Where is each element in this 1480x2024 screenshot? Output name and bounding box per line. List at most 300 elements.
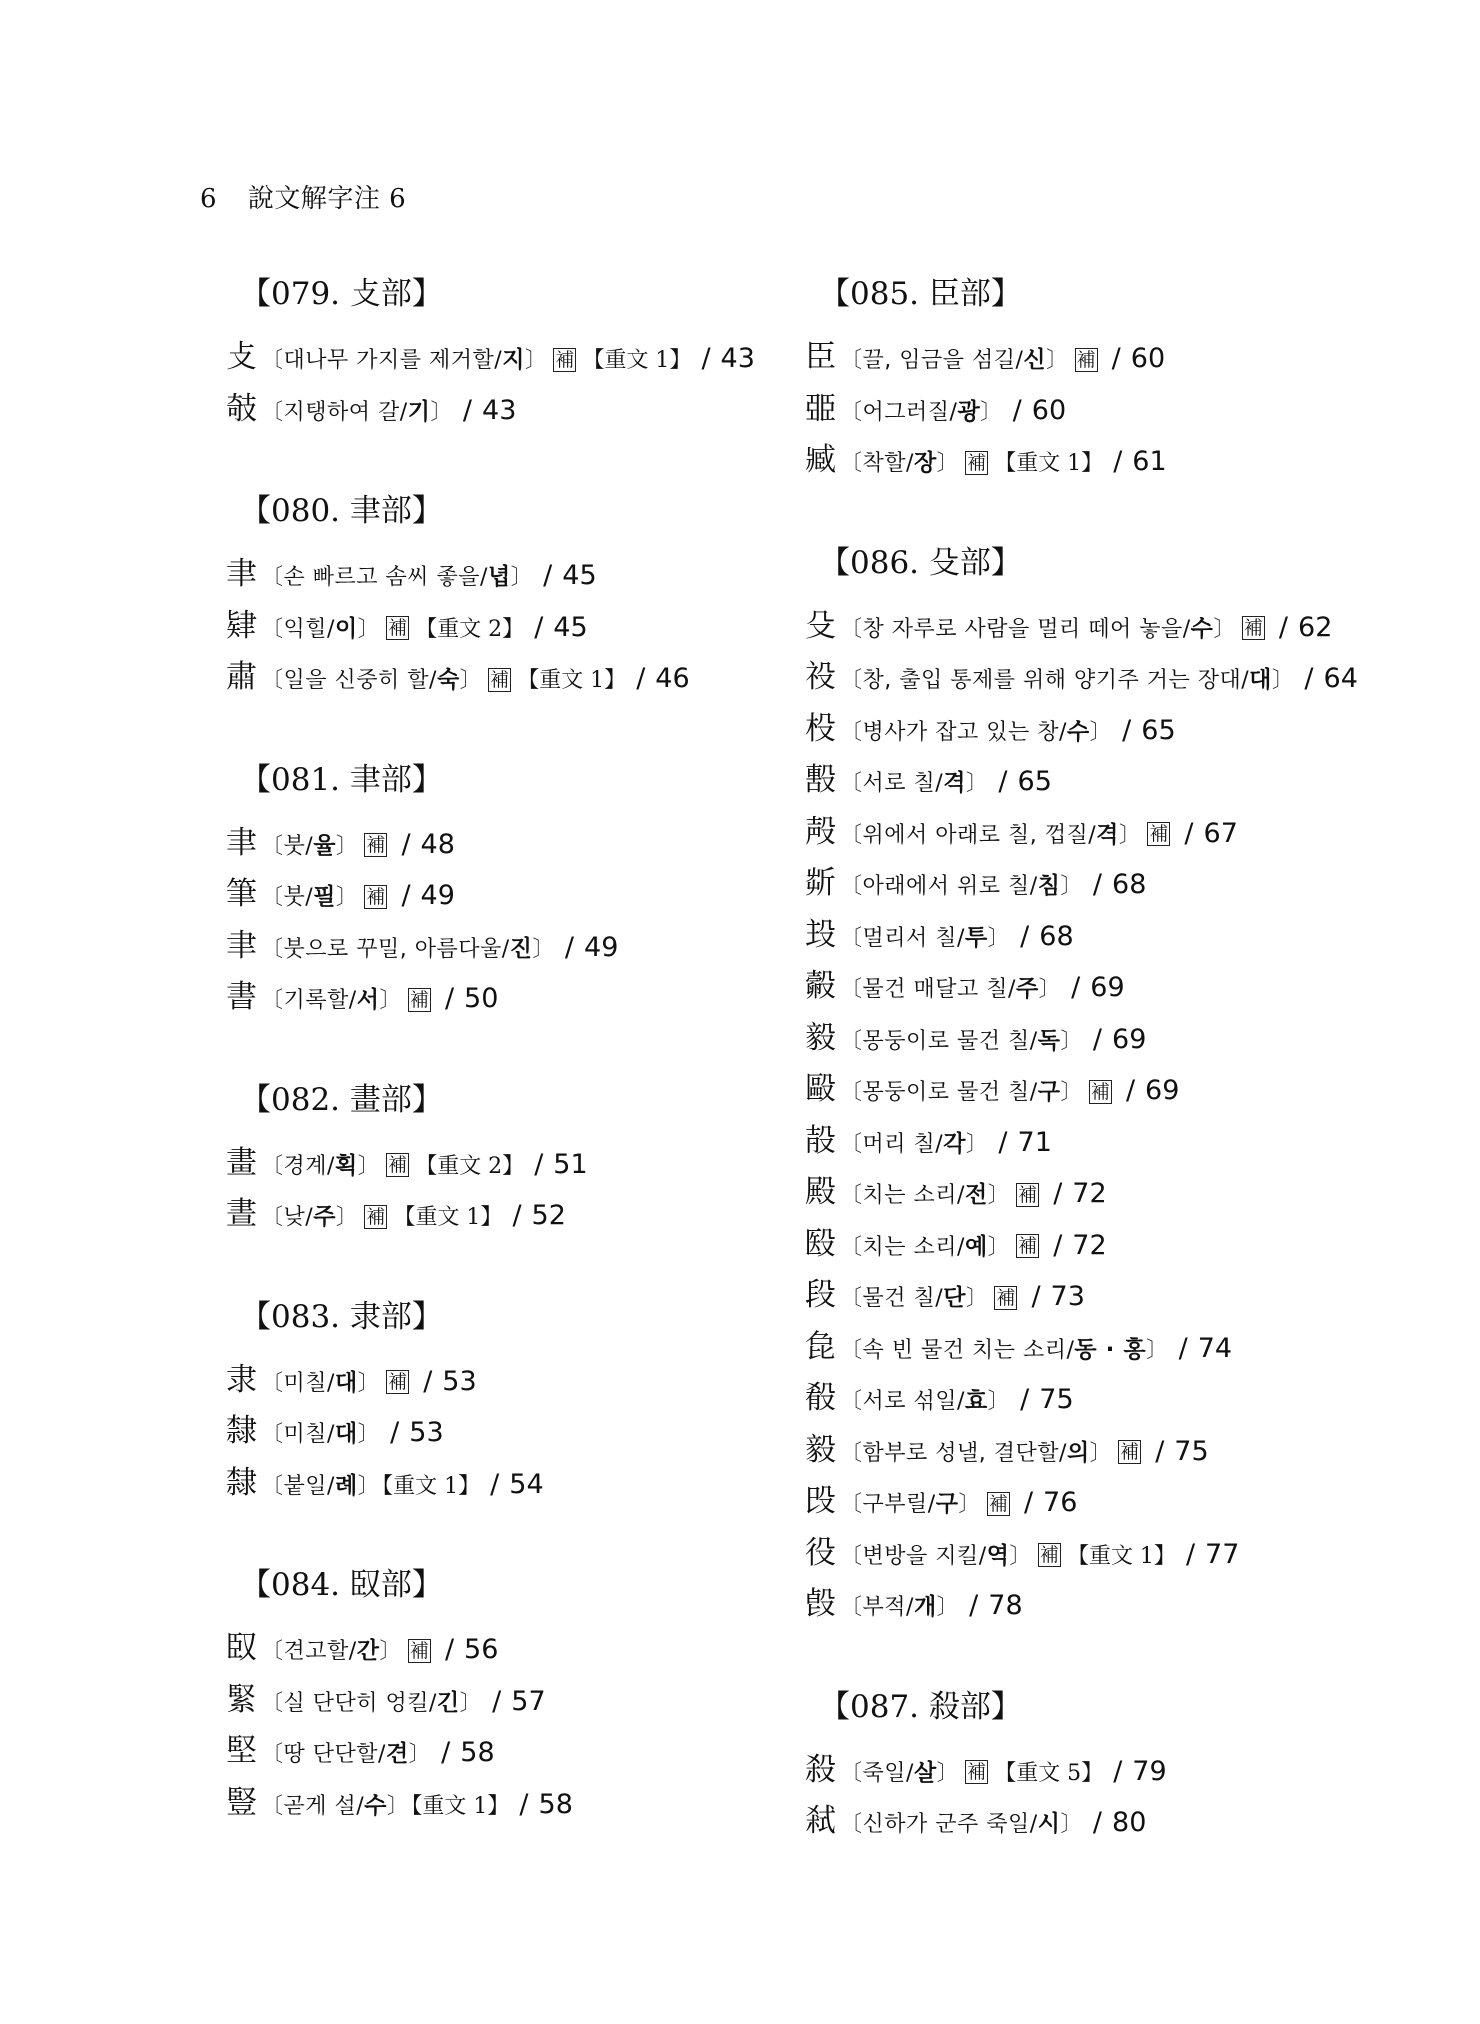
gloss-reading: 긴 — [436, 1689, 460, 1716]
page-reference: / 43 — [462, 394, 517, 426]
entry-character: 㪿 — [805, 865, 836, 901]
character-entry — [805, 961, 1405, 1013]
page-reference: / 76 — [1023, 1487, 1078, 1518]
book-title: 說文解字注 6 — [247, 184, 407, 214]
variant-count: 【重文 1】 — [1066, 1543, 1176, 1569]
gloss-reading: 녑 — [487, 564, 511, 590]
page-reference: / 51 — [534, 1148, 588, 1180]
entry-gloss: 〔치는 소리/예〕 — [840, 1233, 1011, 1260]
entry-character: 攲 — [226, 390, 257, 427]
entry-gloss: 〔몽둥이로 물건 칠/독〕 — [840, 1027, 1083, 1054]
close-lenticular-bracket: 】 — [411, 1567, 443, 1603]
entry-gloss: 〔붓/율〕 — [261, 832, 359, 859]
character-entry — [805, 1013, 1405, 1065]
entry-gloss: 〔치는 소리/전〕 — [840, 1182, 1011, 1208]
close-lenticular-bracket: 】 — [411, 761, 443, 798]
page-reference: / 64 — [1304, 663, 1358, 694]
character-entry — [226, 601, 826, 653]
variant-count: 【重文 5】 — [994, 1760, 1104, 1786]
supplement-mark: 補 — [967, 451, 987, 474]
radical-section — [805, 1683, 1405, 1848]
section-title-text: 083. 隶部 — [271, 1298, 412, 1335]
page-reference-number: 69 — [1145, 1075, 1180, 1106]
gloss-meaning: 변방을 지킬/ — [862, 1543, 987, 1569]
character-entry — [226, 384, 826, 436]
page-reference: / 58 — [519, 1788, 573, 1820]
gloss-meaning: 병사가 잡고 있는 창/ — [862, 719, 1067, 745]
character-entry — [226, 1189, 826, 1241]
page-reference-number: 58 — [460, 1737, 495, 1768]
gloss-reading: 주 — [1015, 976, 1039, 1002]
character-entry — [226, 1458, 826, 1510]
gloss-meaning: 위에서 아래로 칠, 껍질/ — [862, 822, 1097, 848]
page-reference: / 69 — [1125, 1075, 1180, 1106]
page-reference: / 56 — [444, 1634, 499, 1665]
entry-character: 晝 — [226, 1196, 257, 1232]
open-lenticular-bracket: 【 — [240, 1298, 271, 1335]
page-reference: / 75 — [1020, 1384, 1074, 1415]
entry-character: 杸 — [805, 710, 836, 747]
right-column — [805, 270, 1405, 1900]
entry-gloss: 〔대나무 가지를 제거할/지〕 — [261, 347, 548, 373]
page-reference: / 54 — [490, 1468, 544, 1500]
gloss-meaning: 몽둥이로 물건 칠/ — [862, 1080, 1038, 1105]
page-reference-number: 64 — [1323, 663, 1358, 694]
page-reference: / 74 — [1178, 1332, 1233, 1364]
section-title — [240, 1076, 826, 1124]
entry-gloss: 〔견고할/간〕 — [261, 1638, 402, 1664]
variant-count: 【重文 1】 — [517, 668, 627, 693]
page-reference: / 65 — [998, 766, 1052, 797]
section-title-text: 082. 畫部 — [271, 1081, 412, 1118]
character-entry — [805, 1579, 1405, 1631]
page-reference: / 62 — [1278, 611, 1333, 643]
character-entry — [226, 549, 826, 601]
gloss-reading: 진 — [509, 935, 533, 962]
entry-gloss: 〔착할/장〕 — [840, 450, 960, 476]
close-lenticular-bracket: 】 — [411, 276, 443, 312]
character-entry — [805, 807, 1405, 859]
page-reference: / 69 — [1071, 972, 1125, 1003]
entry-character: 弒 — [805, 1803, 836, 1839]
open-lenticular-bracket: 【 — [819, 544, 850, 581]
page-reference-number: 53 — [409, 1417, 444, 1448]
supplement-mark: 補 — [1018, 1235, 1038, 1257]
radical-section — [226, 756, 826, 1024]
page-reference: / 50 — [444, 983, 499, 1014]
gloss-reading: 격 — [1096, 821, 1119, 848]
section-title-text: 085. 臣部 — [850, 276, 991, 312]
section-title-text: 087. 殺部 — [850, 1688, 991, 1725]
gloss-reading: 수 — [1066, 718, 1090, 745]
entry-gloss: 〔끌, 임금을 섬길/신〕 — [840, 347, 1069, 373]
page-reference-number: 52 — [531, 1200, 566, 1231]
page-reference-number: 49 — [584, 931, 619, 963]
gloss-meaning: 붓으로 꾸밀, 아름다울/ — [283, 936, 510, 962]
gloss-reading: 효 — [964, 1388, 988, 1414]
page-reference-number: 67 — [1203, 817, 1238, 849]
gloss-reading: 단 — [943, 1285, 966, 1311]
page-reference: / 72 — [1053, 1229, 1107, 1261]
gloss-reading: 간 — [356, 1638, 380, 1664]
page-reference: / 77 — [1185, 1538, 1240, 1570]
section-title — [819, 539, 1405, 587]
page-reference-number: 79 — [1132, 1755, 1167, 1787]
gloss-meaning: 일을 신중히 할/ — [283, 668, 437, 693]
gloss-reading: 구 — [1037, 1079, 1061, 1105]
entry-gloss: 〔창, 출입 통제를 위해 양기주 거는 장대/대〕 — [840, 667, 1295, 693]
radical-section — [226, 1293, 826, 1510]
close-lenticular-bracket: 】 — [411, 1298, 443, 1335]
gloss-reading: 광 — [957, 398, 981, 425]
section-title — [819, 1683, 1405, 1731]
entry-gloss: 〔땅 단단할/견〕 — [261, 1741, 432, 1767]
gloss-reading: 획 — [334, 1152, 358, 1179]
entry-character: 隸 — [226, 1413, 257, 1449]
page-reference-number: 51 — [553, 1148, 588, 1180]
page-reference: / 72 — [1053, 1178, 1107, 1209]
gloss-reading: 례 — [334, 1472, 358, 1499]
character-entry — [805, 1796, 1405, 1848]
open-lenticular-bracket: 【 — [240, 493, 271, 529]
entry-gloss: 〔병사가 잡고 있는 창/수〕 — [840, 718, 1113, 745]
page-reference-number: 43 — [482, 394, 517, 426]
gloss-meaning: 붓/ — [283, 833, 314, 859]
entry-character: 殶 — [805, 916, 836, 953]
entry-gloss: 〔위에서 아래로 칠, 껍질/격〕 — [840, 821, 1142, 848]
entry-gloss: 〔붓/필〕 — [261, 884, 359, 910]
gloss-meaning: 서로 칠/ — [862, 771, 944, 796]
gloss-meaning: 낮/ — [283, 1205, 314, 1230]
open-lenticular-bracket: 【 — [240, 761, 271, 798]
page-reference: / 45 — [543, 560, 597, 591]
section-title — [240, 1293, 826, 1341]
entry-character: 毆 — [805, 1071, 836, 1107]
variant-count: 【重文 1】 — [411, 1793, 510, 1819]
gloss-meaning: 어그러질/ — [862, 399, 958, 425]
entry-character: 肅 — [226, 659, 257, 695]
entry-character: 殹 — [805, 1225, 836, 1262]
page-reference: / 45 — [534, 611, 588, 643]
page-reference: / 52 — [512, 1200, 566, 1231]
gloss-meaning: 미칠/ — [283, 1370, 335, 1396]
entry-gloss: 〔속 빈 물건 치는 소리/동 · 홍〕 — [840, 1336, 1169, 1363]
supplement-mark: 補 — [388, 1154, 408, 1176]
entry-character: 臤 — [226, 1630, 257, 1666]
entry-gloss: 〔아래에서 위로 칠/침〕 — [840, 873, 1083, 899]
page-reference: / 58 — [441, 1737, 495, 1768]
left-column — [226, 270, 826, 1881]
gloss-meaning: 붙일/ — [283, 1473, 335, 1499]
page-reference-number: 73 — [1050, 1281, 1085, 1312]
entry-gloss: 〔미칠/대〕 — [261, 1369, 381, 1396]
page-reference-number: 68 — [1039, 920, 1074, 952]
gloss-reading: 시 — [1037, 1811, 1061, 1837]
character-entry — [226, 1406, 826, 1458]
entry-character: 聿 — [226, 824, 257, 861]
entry-character: 隶 — [226, 1361, 257, 1398]
supplement-mark: 補 — [366, 1205, 386, 1228]
entry-gloss: 〔미칠/대〕 — [261, 1421, 381, 1447]
gloss-meaning: 머리 칠/ — [862, 1131, 944, 1157]
page-reference-number: 72 — [1072, 1229, 1107, 1261]
gloss-reading: 전 — [964, 1182, 988, 1208]
supplement-mark: 補 — [1120, 1441, 1140, 1463]
entry-character: 㱿 — [805, 1122, 836, 1159]
open-lenticular-bracket: 【 — [819, 1688, 850, 1725]
character-entry — [805, 1745, 1405, 1797]
gloss-reading: 각 — [943, 1130, 966, 1157]
entry-character: 畫 — [226, 1144, 257, 1181]
character-entry — [805, 1528, 1405, 1580]
page-reference: / 46 — [636, 663, 690, 694]
variant-count: 【重文 2】 — [415, 616, 525, 642]
entry-gloss: 〔붙일/례〕 — [261, 1472, 381, 1499]
entry-gloss: 〔일을 신중히 할/숙〕 — [261, 667, 483, 693]
character-entry — [805, 384, 1405, 436]
gloss-reading: 개 — [913, 1594, 937, 1620]
radical-section — [226, 487, 826, 704]
entry-character: 豎 — [226, 1784, 257, 1821]
gloss-reading: 율 — [313, 832, 336, 859]
page-reference: / 68 — [1092, 869, 1147, 900]
page-reference-number: 68 — [1112, 869, 1147, 900]
gloss-reading: 견 — [385, 1741, 409, 1767]
gloss-meaning: 실 단단히 엉킬/ — [283, 1690, 437, 1716]
page-reference-number: 54 — [509, 1468, 544, 1500]
page-reference-number: 65 — [1141, 714, 1176, 746]
gloss-meaning: 속 빈 물건 치는 소리/ — [862, 1337, 1075, 1363]
entry-character: 祋 — [805, 659, 836, 695]
gloss-meaning: 아래에서 위로 칠/ — [862, 874, 1038, 899]
character-entry — [805, 1116, 1405, 1168]
section-title — [819, 270, 1405, 318]
entry-gloss: 〔어그러질/광〕 — [840, 398, 1003, 425]
supplement-mark: 補 — [1018, 1183, 1038, 1206]
page-reference: / 60 — [1111, 343, 1166, 374]
close-lenticular-bracket: 】 — [411, 493, 443, 529]
entry-character: 役 — [805, 1534, 836, 1571]
entry-character: 肄 — [226, 607, 257, 644]
gloss-reading: 서 — [356, 987, 380, 1013]
character-entry — [226, 1726, 826, 1778]
gloss-meaning: 대나무 가지를 제거할/ — [283, 348, 503, 373]
page-reference: / 68 — [1020, 920, 1074, 952]
open-lenticular-bracket: 【 — [240, 1081, 271, 1118]
gloss-reading: 격 — [943, 770, 966, 796]
gloss-meaning: 기록할/ — [283, 988, 357, 1013]
character-entry — [226, 818, 826, 870]
entry-gloss: 〔죽일/살〕 — [840, 1759, 960, 1786]
entry-gloss: 〔함부로 성낼, 결단할/의〕 — [840, 1439, 1113, 1466]
gloss-reading: 수 — [364, 1792, 387, 1819]
entry-character: 㱼 — [805, 1483, 836, 1519]
character-entry — [805, 1064, 1405, 1116]
gloss-reading: 신 — [1023, 347, 1047, 373]
character-entry — [805, 755, 1405, 807]
page-reference: / 60 — [1012, 394, 1067, 426]
page-reference: / 69 — [1092, 1023, 1147, 1055]
gloss-reading: 예 — [964, 1233, 988, 1260]
entry-gloss: 〔머리 칠/각〕 — [840, 1130, 989, 1157]
gloss-reading: 장 — [913, 450, 937, 476]
character-entry — [226, 921, 826, 973]
section-title-text: 079. 攴部 — [271, 276, 412, 312]
character-entry — [805, 704, 1405, 756]
entry-gloss: 〔물건 매달고 칠/주〕 — [840, 976, 1062, 1002]
entry-character: 毄 — [805, 762, 836, 798]
page-reference: / 53 — [423, 1365, 477, 1397]
radical-section — [805, 270, 1405, 487]
open-lenticular-bracket: 【 — [240, 276, 271, 312]
gloss-meaning: 지탱하여 갈/ — [283, 399, 408, 425]
supplement-mark: 補 — [490, 668, 510, 691]
gloss-reading: 독 — [1037, 1027, 1061, 1054]
variant-count: 【重文 1】 — [582, 348, 692, 373]
gloss-meaning: 죽일/ — [862, 1760, 914, 1786]
supplement-mark: 補 — [366, 834, 386, 856]
gloss-reading: 숙 — [436, 667, 460, 693]
gloss-reading: 수 — [1190, 615, 1214, 642]
page-reference-number: 80 — [1112, 1807, 1147, 1838]
supplement-mark: 補 — [388, 1371, 408, 1393]
section-title-text: 084. 臤部 — [271, 1567, 412, 1603]
entry-character: 殳 — [805, 607, 836, 644]
radical-section — [226, 1561, 826, 1829]
entry-gloss: 〔익힐/이〕 — [261, 615, 381, 642]
page-reference: / 61 — [1113, 446, 1167, 477]
entry-gloss: 〔서로 섞일/효〕 — [840, 1388, 1011, 1414]
page-reference-number: 56 — [464, 1634, 499, 1665]
gloss-meaning: 경계/ — [283, 1153, 335, 1179]
section-title-text: 080. 聿部 — [271, 493, 412, 529]
page-reference-number: 62 — [1298, 611, 1333, 643]
page-reference-number: 49 — [420, 880, 455, 911]
entry-gloss: 〔지탱하여 갈/기〕 — [261, 398, 453, 425]
supplement-mark: 補 — [1243, 617, 1263, 639]
entry-character: 殽 — [805, 1380, 836, 1416]
close-lenticular-bracket: 】 — [990, 1688, 1022, 1725]
section-title-text: 086. 殳部 — [850, 544, 991, 581]
gloss-meaning: 붓/ — [283, 885, 314, 910]
character-entry — [805, 332, 1405, 384]
entry-character: 聿 — [226, 556, 257, 592]
gloss-meaning: 물건 매달고 칠/ — [862, 977, 1016, 1002]
gloss-meaning: 신하가 군주 죽일/ — [862, 1812, 1038, 1837]
supplement-mark: 補 — [1090, 1080, 1110, 1103]
page-reference-number: 45 — [553, 611, 588, 643]
page-reference: / 43 — [701, 343, 755, 374]
entry-character: 堅 — [226, 1733, 257, 1769]
page-reference-number: 53 — [442, 1365, 477, 1397]
page-reference-number: 61 — [1132, 446, 1167, 477]
gloss-meaning: 멀리서 칠/ — [862, 925, 965, 951]
gloss-meaning: 곧게 설/ — [283, 1793, 365, 1819]
entry-character: 殿 — [805, 1174, 836, 1210]
gloss-meaning: 미칠/ — [283, 1422, 335, 1447]
page-reference-number: 43 — [720, 343, 755, 374]
character-entry — [805, 858, 1405, 910]
entry-gloss: 〔변방을 지킬/역〕 — [840, 1542, 1032, 1569]
character-entry — [226, 1623, 826, 1675]
entry-character: 㲋 — [805, 1328, 836, 1365]
character-entry — [226, 1675, 826, 1727]
section-title — [240, 270, 826, 318]
supplement-mark: 補 — [1039, 1544, 1059, 1566]
gloss-meaning: 익힐/ — [283, 616, 335, 642]
section-title — [240, 487, 826, 535]
page-reference: / 80 — [1092, 1807, 1147, 1838]
page-reference: / 71 — [998, 1126, 1052, 1158]
gloss-reading: 기 — [407, 398, 431, 425]
gloss-reading: 역 — [986, 1542, 1010, 1569]
gloss-reading: 구 — [935, 1491, 959, 1517]
gloss-reading: 대 — [334, 1421, 358, 1447]
page-reference-number: 71 — [1017, 1126, 1052, 1158]
supplement-mark: 補 — [366, 885, 386, 908]
page-reference-number: 76 — [1043, 1487, 1078, 1518]
entry-gloss: 〔부적/개〕 — [840, 1594, 960, 1620]
page-reference: / 49 — [564, 931, 619, 963]
gloss-reading: 침 — [1037, 873, 1061, 899]
page-reference-number: 75 — [1174, 1435, 1209, 1467]
gloss-meaning: 손 빠르고 솜씨 좋을/ — [283, 565, 488, 590]
page-reference: / 78 — [969, 1590, 1023, 1621]
character-entry — [805, 1270, 1405, 1322]
entry-gloss: 〔서로 칠/격〕 — [840, 770, 989, 796]
entry-character: 臧 — [805, 442, 836, 478]
page-reference-number: 60 — [1130, 343, 1166, 374]
close-lenticular-bracket: 】 — [411, 1081, 443, 1118]
character-entry — [805, 1476, 1405, 1528]
character-entry — [805, 1373, 1405, 1425]
entry-gloss: 〔기록할/서〕 — [261, 987, 402, 1013]
entry-character: 攴 — [226, 339, 257, 375]
running-head — [200, 178, 406, 215]
page-number: 6 — [200, 184, 218, 214]
gloss-meaning: 부적/ — [862, 1595, 914, 1620]
variant-count: 【重文 1】 — [994, 451, 1104, 476]
gloss-meaning: 치는 소리/ — [862, 1183, 965, 1208]
gloss-meaning: 견고할/ — [283, 1639, 357, 1664]
gloss-meaning: 창 자루로 사람을 멀리 떼어 놓을/ — [862, 616, 1191, 642]
entry-character: 臦 — [805, 390, 836, 427]
entry-gloss: 〔구부릴/구〕 — [840, 1491, 981, 1517]
page-reference-number: 60 — [1031, 394, 1067, 426]
entry-character: 隸 — [226, 1464, 257, 1501]
entry-gloss: 〔실 단단히 엉킬/긴〕 — [261, 1689, 483, 1716]
character-entry — [805, 1322, 1405, 1374]
close-lenticular-bracket: 】 — [990, 276, 1022, 312]
entry-gloss: 〔멀리서 칠/투〕 — [840, 924, 1011, 951]
character-entry — [226, 332, 826, 384]
supplement-mark: 補 — [988, 1492, 1008, 1515]
character-entry — [226, 869, 826, 921]
gloss-meaning: 서로 섞일/ — [862, 1389, 965, 1414]
gloss-meaning: 착할/ — [862, 451, 914, 476]
entry-gloss: 〔물건 칠/단〕 — [840, 1285, 989, 1311]
gloss-reading: 지 — [502, 347, 525, 373]
gloss-meaning: 함부로 성낼, 결단할/ — [862, 1440, 1067, 1466]
page-reference: / 79 — [1113, 1755, 1167, 1787]
character-entry — [226, 652, 826, 704]
character-entry — [805, 435, 1405, 487]
character-entry — [805, 1219, 1405, 1271]
entry-character: 毅 — [805, 1431, 836, 1468]
character-entry — [226, 1355, 826, 1407]
supplement-mark: 補 — [1076, 348, 1096, 371]
gloss-meaning: 끌, 임금을 섬길/ — [862, 348, 1024, 373]
